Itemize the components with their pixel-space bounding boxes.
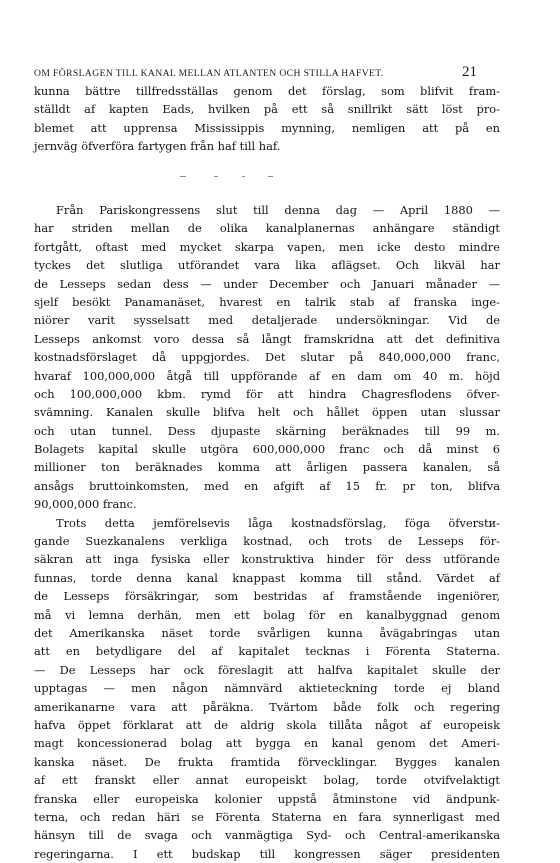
text-line: gande Suezkanalens verkliga kostnad, och trots de Lesseps för- bbox=[34, 534, 500, 549]
text-line: franska eller europeiska kolonier uppstå åtminstone vid ändpunk- bbox=[34, 791, 500, 806]
section-divider bbox=[180, 176, 290, 178]
text-line: sjelf besökt Panamanäset, hvarest en talrik stab af franska inge- bbox=[34, 294, 500, 309]
page-number: 21 bbox=[462, 64, 477, 80]
text-line: amerikanarne vara att påräkna. Tvärtom både folk och regering bbox=[34, 699, 500, 714]
text-line: att en betydligare del af kapitalet tecknas i Förenta Staterna. bbox=[34, 644, 500, 659]
text-line: Från Pariskongressens slut till denna dag — April 1880 — bbox=[56, 203, 500, 217]
text-line: Trots detta jemförelsevis låga kostnadsförslag, föga öfverstи- bbox=[56, 515, 500, 530]
text-line: ansågs bruttoinkomsten, med en afgift af 15 fr. pr ton, blifva bbox=[34, 478, 500, 493]
text-line: och 100,000,000 kbm. rymd för att hindra Chagresflodens öfver- bbox=[34, 386, 500, 401]
text-line: det Amerikanska näset torde svårligen kunna åvägabringas utan bbox=[34, 625, 500, 640]
text-line: har striden mellan de olika kanalplanernas anhängare ständigt bbox=[34, 221, 500, 236]
text-line: kunna bättre tillfredsställas genom det förslag, som blifvit fram- bbox=[34, 84, 500, 98]
text-line: hvaraf 100,000,000 åtgå till uppförande af en dam om 40 m. höjd bbox=[34, 368, 500, 383]
text-line: magt koncessionerad bolag att bygga en kanal genom det Ameri- bbox=[34, 736, 500, 751]
text-line: niörer varit sysselsatt med detaljerade undersökningar. Vid de bbox=[34, 313, 500, 328]
text-line: Lesseps ankomst voro dessa så långt framskridna att det definitiva bbox=[34, 331, 500, 346]
text-line: terna, och redan häri se Förenta Staterna en fara synnerligast med bbox=[34, 809, 500, 824]
text-line: af ett franskt eller annat europeiskt bolag, torde otvifvelaktigt bbox=[34, 773, 500, 788]
text-line: jernväg öfverföra fartygen från haf till haf. bbox=[34, 139, 281, 154]
text-line: säkran att inga fysiska eller konstruktiva hinder för dess utförande bbox=[34, 552, 500, 567]
text-line: kanska näset. De frukta framtida förvecklingar. Bygges kanalen bbox=[34, 754, 500, 769]
text-line: må vi lemna derhän, men ett bolag för en kanalbyggnad genom bbox=[34, 607, 500, 622]
text-line: de Lesseps försäkringar, som bestridas af framstående ingeniörer, bbox=[34, 589, 500, 604]
text-line: 90,000,000 franc. bbox=[34, 497, 137, 512]
text-line: millioner ton beräknades komma att årligen passera kanalen, så bbox=[34, 460, 500, 475]
text-line: svämning. Kanalen skulle blifva helt och hållet öppen utan slussar bbox=[34, 405, 500, 420]
text-line: de Lesseps sedan dess — under December och Januari månader — bbox=[34, 276, 500, 291]
body-text bbox=[34, 201, 500, 863]
text-line: tyckes det slutliga utförandet vara lika aflägset. Och likväl har bbox=[34, 258, 500, 273]
text-line: ställdt af kapten Eads, hvilken på ett så snillrikt sätt löst pro- bbox=[34, 102, 500, 117]
text-line: upptagas — men någon nämnvärd aktieteckning torde ej bland bbox=[34, 681, 500, 696]
paragraph-continued bbox=[34, 82, 500, 156]
text-line: funnas, torde denna kanal knappast komma till stånd. Värdet af bbox=[34, 570, 500, 585]
text-line: — De Lesseps har ock föreslagit att halfva kapitalet skulle der bbox=[34, 662, 500, 677]
text-line: kostnadsförslaget då uppgjordes. Det slutar på 840,000,000 franc, bbox=[34, 350, 500, 365]
text-line: och utan tunnel. Dess djupaste skärning beräknades till 99 m. bbox=[34, 423, 500, 438]
text-line: regeringarna. I ett budskap till kongressen säger presidenten bbox=[34, 846, 500, 861]
text-line: hänsyn till de svaga och vanmägtiga Syd- och Central-amerikanska bbox=[34, 828, 500, 843]
text-line: Bolagets kapital skulle utgöra 600,000,000 franc och då minst 6 bbox=[34, 442, 500, 457]
running-head: OM FÖRSLAGEN TILL KANAL MELLAN ATLANTEN OCH STILLA HAFVET. bbox=[34, 68, 384, 79]
text-line: blemet att upprensa Mississippis mynning, nemligen att på en bbox=[34, 120, 500, 135]
text-line: hafva öppet förklarat att de aldrig skola tillåta något af europeisk bbox=[34, 717, 500, 732]
text-line: fortgått, oftast med mycket skarpa vapen, men icke desto mindre bbox=[34, 239, 500, 254]
